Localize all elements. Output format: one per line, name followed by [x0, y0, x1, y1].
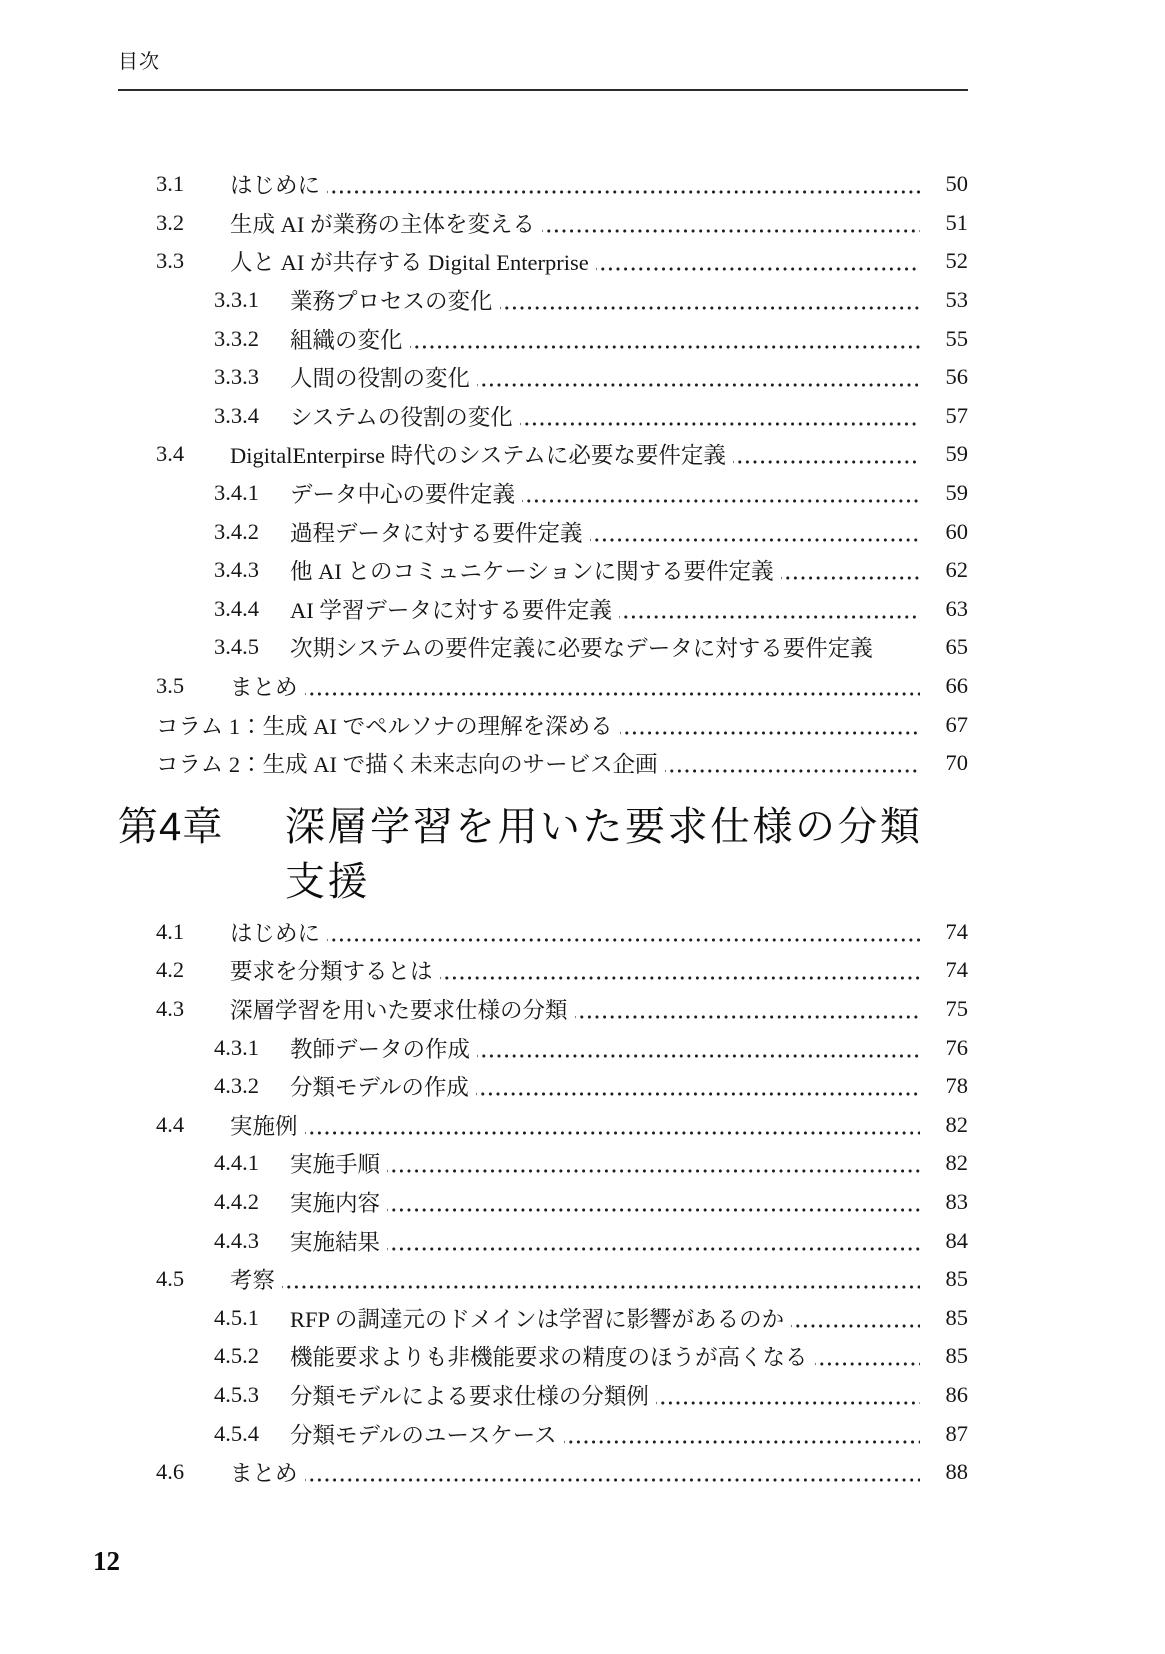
toc-entry-title: 次期システムの要件定義に必要なデータに対する要件定義 — [290, 636, 873, 662]
toc-entry — [118, 551, 968, 590]
toc-leader-dots — [476, 1071, 920, 1101]
toc-leader-dots — [665, 748, 920, 778]
toc-entry-number: 4.3.1 — [214, 1034, 259, 1060]
toc-leader-dots — [590, 517, 920, 547]
toc-entry-number: 3.2 — [156, 209, 185, 235]
toc-entry-page: 88 — [945, 1459, 968, 1485]
toc-leader-dots — [305, 671, 920, 701]
toc-entry-number: 4.3.2 — [214, 1073, 259, 1099]
toc-entry-number: 3.1 — [156, 171, 185, 197]
toc-leader-dots — [500, 285, 920, 315]
toc-entry-title: DigitalEnterpirse 時代のシステムに必要な要件定義 — [230, 443, 726, 469]
toc-entry-number: 4.4.2 — [214, 1188, 259, 1214]
toc-leader-dots — [542, 208, 920, 238]
toc-leader-dots — [282, 1264, 920, 1294]
toc-entry — [118, 1144, 968, 1183]
toc-entry-page: 59 — [945, 441, 968, 467]
toc-entry — [118, 397, 968, 436]
toc-entry-number: 4.6 — [156, 1459, 185, 1485]
toc-entry-number: 4.3 — [156, 995, 185, 1021]
toc-entry-page: 53 — [945, 287, 968, 313]
toc-entry-title: 教師データの作成 — [290, 1036, 471, 1062]
toc-entry-page: 70 — [945, 750, 968, 776]
toc-list-chapter4 — [118, 913, 968, 1492]
toc-entry-page: 85 — [945, 1266, 968, 1292]
toc-entry — [118, 204, 968, 243]
toc-entry-title: 機能要求よりも非機能要求の精度のほうが高くなる — [290, 1345, 808, 1371]
toc-leader-dots — [564, 1419, 920, 1449]
toc-entry-title: データ中心の要件定義 — [290, 482, 516, 508]
toc-entry-number: 3.4.5 — [214, 634, 259, 660]
toc-entry-number: 3.4 — [156, 441, 185, 467]
toc-entry-title: コラム 2：生成 AI で描く未来志向のサービス企画 — [156, 752, 658, 778]
toc-leader-dots — [596, 246, 920, 276]
toc-entry — [118, 1105, 968, 1144]
toc-entry-page: 51 — [945, 209, 968, 235]
chapter4-title — [285, 800, 923, 910]
toc-leader-dots — [305, 1457, 920, 1487]
toc-entry-title: コラム 1：生成 AI でペルソナの理解を深める — [156, 713, 613, 739]
toc-entry-number: 3.4.4 — [214, 595, 259, 621]
toc-entry — [118, 590, 968, 629]
toc-leader-dots — [305, 1110, 920, 1140]
toc-list-chapter3 — [118, 165, 968, 783]
page-number: 12 — [93, 1546, 120, 1576]
toc-entry — [118, 1183, 968, 1222]
toc-entry-title: 他 AI とのコミュニケーションに関する要件定義 — [290, 559, 774, 585]
toc-entry — [118, 1221, 968, 1260]
toc-entry — [118, 1414, 968, 1453]
toc-entry-page: 82 — [945, 1150, 968, 1176]
chapter4-title-line2: 支援 — [285, 859, 370, 904]
toc-entry-number: 4.4 — [156, 1111, 185, 1137]
toc-entry-page: 57 — [945, 402, 968, 428]
toc-entry-title: AI 学習データに対する要件定義 — [290, 597, 612, 623]
toc-entry-page: 83 — [945, 1188, 968, 1214]
toc-entry — [118, 1260, 968, 1299]
chapter4-heading — [118, 800, 968, 910]
toc-leader-dots — [477, 1033, 920, 1063]
toc-entry-title: 要求を分類するとは — [230, 959, 433, 985]
toc-entry-page: 59 — [945, 480, 968, 506]
chapter4-number: 第4章 — [118, 804, 224, 849]
toc-entry-title: RFP の調達元のドメインは学習に影響があるのか — [290, 1306, 785, 1332]
toc-entry-page: 84 — [945, 1227, 968, 1253]
header-rule — [118, 89, 968, 91]
toc-entry-page: 76 — [945, 1034, 968, 1060]
toc-entry — [118, 512, 968, 551]
toc-entry — [118, 1298, 968, 1337]
toc-entry-title: はじめに — [230, 920, 321, 946]
toc-leader-dots — [410, 324, 920, 354]
toc-leader-dots — [815, 1341, 920, 1371]
toc-entry-title: 分類モデルのユースケース — [290, 1422, 557, 1448]
toc-entry-title: 深層学習を用いた要求仕様の分類 — [230, 997, 568, 1023]
toc-entry-page: 85 — [945, 1304, 968, 1330]
toc-entry — [118, 1028, 968, 1067]
toc-leader-dots — [387, 1226, 920, 1256]
toc-entry-title: 実施結果 — [290, 1229, 381, 1255]
toc-entry-number: 4.4.1 — [214, 1150, 259, 1176]
toc-entry-number: 3.4.3 — [214, 557, 259, 583]
toc-entry — [118, 165, 968, 204]
toc-entry — [118, 358, 968, 397]
toc-entry-page: 63 — [945, 595, 968, 621]
toc-leader-dots — [327, 169, 920, 199]
toc-entry-title: 業務プロセスの変化 — [290, 289, 493, 315]
toc-entry-number: 3.4.2 — [214, 518, 259, 544]
toc-leader-dots — [387, 1148, 920, 1178]
toc-entry-page: 56 — [945, 364, 968, 390]
toc-entry-number: 3.3.4 — [214, 402, 259, 428]
toc-entry — [118, 1453, 968, 1492]
toc-entry — [118, 628, 968, 667]
toc-entry-number: 3.3.3 — [214, 364, 259, 390]
toc-leader-dots — [791, 1303, 920, 1333]
toc-entry — [118, 242, 968, 281]
toc-leader-dots — [575, 994, 920, 1024]
toc-entry-title: 考察 — [230, 1268, 276, 1294]
toc-entry-title: 分類モデルの作成 — [290, 1075, 469, 1101]
toc-entry — [118, 744, 968, 783]
toc-entry-page: 75 — [945, 995, 968, 1021]
toc-entry-page: 86 — [945, 1381, 968, 1407]
toc-entry-number: 3.4.1 — [214, 480, 259, 506]
toc-entry-page: 87 — [945, 1420, 968, 1446]
toc-entry-number: 3.3 — [156, 248, 185, 274]
toc-entry-page: 60 — [945, 518, 968, 544]
toc-entry-page: 78 — [945, 1073, 968, 1099]
toc-leader-dots — [619, 594, 920, 624]
toc-leader-dots — [327, 917, 920, 947]
toc-entry-number: 4.5.1 — [214, 1304, 259, 1330]
toc-leader-dots — [522, 478, 920, 508]
toc-entry-page: 52 — [945, 248, 968, 274]
toc-entry-title: まとめ — [230, 1461, 298, 1487]
toc-entry-page: 62 — [945, 557, 968, 583]
toc-entry — [118, 705, 968, 744]
toc-entry-page: 50 — [945, 171, 968, 197]
toc-entry-number: 4.5 — [156, 1266, 185, 1292]
toc-leader-dots — [656, 1380, 920, 1410]
toc-entry-title: 実施内容 — [290, 1190, 381, 1216]
toc-leader-dots — [440, 955, 920, 985]
toc-entry-page: 65 — [945, 634, 968, 660]
toc-entry — [118, 319, 968, 358]
toc-entry-title: まとめ — [230, 675, 298, 701]
toc-leader-dots — [477, 362, 920, 392]
toc-entry-title: はじめに — [230, 173, 321, 199]
page-content — [118, 48, 968, 1491]
toc-entry — [118, 435, 968, 474]
toc-entry-page: 74 — [945, 918, 968, 944]
toc-entry-number: 4.5.2 — [214, 1343, 259, 1369]
toc-entry-title: 実施例 — [230, 1113, 298, 1139]
toc-leader-dots — [520, 401, 920, 431]
toc-entry — [118, 667, 968, 706]
toc-entry-number: 3.5 — [156, 673, 185, 699]
toc-entry-title: 人と AI が共存する Digital Enterprise — [230, 250, 589, 276]
toc-leader-dots — [387, 1187, 920, 1217]
toc-entry-page: 85 — [945, 1343, 968, 1369]
toc-entry — [118, 1067, 968, 1106]
toc-entry-page: 74 — [945, 957, 968, 983]
toc-entry-title: 実施手順 — [290, 1152, 381, 1178]
toc-entry-title: 生成 AI が業務の主体を変える — [230, 211, 535, 237]
page-title: 目次 — [118, 51, 160, 73]
toc-entry — [118, 951, 968, 990]
toc-entry-number: 4.2 — [156, 957, 185, 983]
toc-entry-page: 82 — [945, 1111, 968, 1137]
toc-leader-dots — [733, 439, 920, 469]
toc-entry-title: システムの役割の変化 — [290, 404, 513, 430]
toc-entry-page: 67 — [945, 711, 968, 737]
toc-entry-page: 55 — [945, 325, 968, 351]
toc-entry-title: 人間の役割の変化 — [290, 366, 471, 392]
chapter4-title-line1: 深層学習を用いた要求仕様の分類 — [285, 804, 923, 849]
toc-entry-number: 3.3.2 — [214, 325, 259, 351]
toc-entry — [118, 474, 968, 513]
toc-leader-dots — [620, 710, 920, 740]
toc-entry-title: 過程データに対する要件定義 — [290, 520, 583, 546]
toc-entry-number: 4.4.3 — [214, 1227, 259, 1253]
toc-entry-page: 66 — [945, 673, 968, 699]
toc-entry — [118, 913, 968, 952]
toc-entry — [118, 1337, 968, 1376]
toc-entry-number: 4.5.3 — [214, 1381, 259, 1407]
toc-entry — [118, 281, 968, 320]
toc-leader-dots — [781, 555, 920, 585]
toc-entry-number: 4.1 — [156, 918, 185, 944]
toc-entry-number: 4.5.4 — [214, 1420, 259, 1446]
toc-entry-title: 組織の変化 — [290, 327, 403, 353]
toc-entry — [118, 990, 968, 1029]
toc-entry-title: 分類モデルによる要求仕様の分類例 — [290, 1383, 649, 1409]
toc-entry-number: 3.3.1 — [214, 287, 259, 313]
toc-entry — [118, 1376, 968, 1415]
